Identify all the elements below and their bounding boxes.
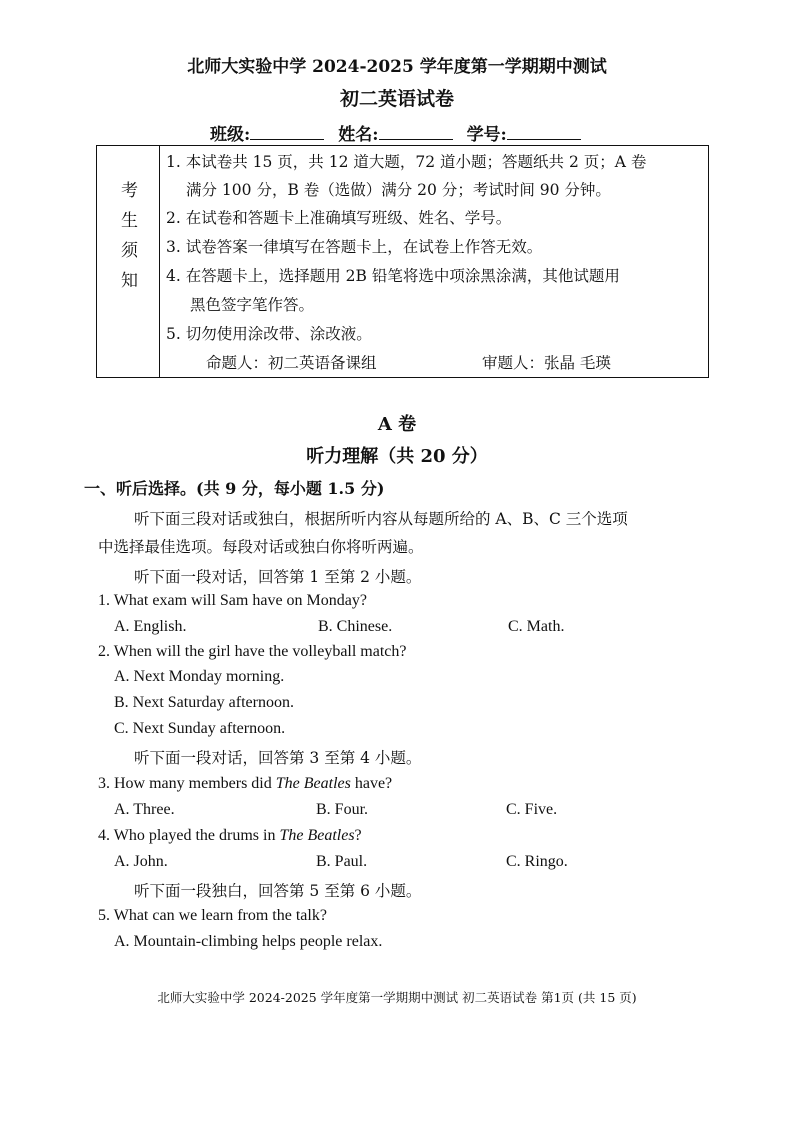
instructions-line: 听下面三段对话或独白，根据所听内容从每题所给的 A、B、C 三个选项 [134, 510, 628, 528]
class-label: 班级: [210, 125, 251, 145]
notice-label-char: 须 [121, 241, 138, 261]
answer-option: A. John. [114, 853, 168, 870]
student-id-blank [507, 123, 581, 140]
answer-option: C. Ringo. [506, 853, 568, 870]
setter-credit: 命题人：初二英语备课组 [206, 354, 377, 372]
answer-option: C. Math. [508, 618, 565, 635]
question-stem-text: 4. Who played the drums in [98, 827, 280, 844]
notice-line: 满分 100 分，B 卷（选做）满分 20 分；考试时间 90 分钟。 [186, 181, 611, 199]
part-name: A 卷 [377, 414, 417, 435]
answer-option: C. Five. [506, 801, 558, 818]
name-blank [379, 123, 453, 140]
question-stem-text: ? [354, 827, 362, 844]
exam-title: 北师大实验中学 2024-2025 学年度第一学期期中测试 [187, 57, 607, 77]
question-stem [98, 827, 362, 845]
class-field [210, 120, 328, 145]
notice-label-char: 生 [121, 211, 138, 231]
question-stem: 5. What can we learn from the talk? [98, 907, 327, 924]
listening-prompt: 听下面一段对话，回答第 3 至第 4 小题。 [134, 749, 422, 767]
section-title: 听力理解（共 20 分） [306, 446, 488, 467]
notice-line: 1. 本试卷共 15 页，共 12 道大题，72 道小题；答题纸共 2 页；A 卷 [166, 153, 647, 171]
name-label: 姓名: [338, 125, 379, 145]
page-footer: 北师大实验中学 2024-2025 学年度第一学期期中测试 初二英语试卷 第1页 (共 15 页) [157, 990, 637, 1005]
notice-line: 黑色签字笔作答。 [190, 296, 315, 314]
answer-option: A. Mountain-climbing helps people relax. [114, 933, 383, 950]
answer-option: A. Next Monday morning. [114, 668, 285, 685]
answer-option: B. Next Saturday afternoon. [114, 694, 294, 711]
exam-subtitle: 初二英语试卷 [339, 88, 454, 110]
band-name: The Beatles [275, 775, 351, 792]
student-id-label: 学号: [466, 125, 507, 145]
instructions-line: 中选择最佳选项。每段对话或独白你将听两遍。 [98, 538, 424, 556]
notice-line: 3. 试卷答案一律填写在答题卡上，在试卷上作答无效。 [166, 238, 543, 256]
reviewer-credit: 审题人：张晶 毛瑛 [482, 354, 611, 372]
notice-line: 2. 在试卷和答题卡上准确填写班级、姓名、学号。 [166, 209, 512, 227]
answer-option: C. Next Sunday afternoon. [114, 720, 286, 737]
notice-label-char: 考 [121, 181, 138, 201]
exam-notice-box [96, 145, 709, 378]
student-info-line [210, 120, 585, 145]
question-group-heading: 一、听后选择。(共 9 分，每小题 1.5 分) [84, 479, 385, 498]
name-field [338, 120, 456, 145]
question-stem: 2. When will the girl have the volleyball match? [98, 643, 407, 660]
student-id-field [467, 120, 585, 145]
notice-content [160, 146, 708, 377]
listening-prompt: 听下面一段独白，回答第 5 至第 6 小题。 [134, 882, 422, 900]
question-stem: 1. What exam will Sam have on Monday? [98, 592, 367, 609]
notice-label-column [97, 146, 160, 377]
listening-prompt: 听下面一段对话，回答第 1 至第 2 小题。 [134, 568, 422, 586]
notice-label-char: 知 [121, 271, 138, 291]
answer-option: B. Four. [316, 801, 369, 818]
answer-option: B. Paul. [316, 853, 368, 870]
answer-option: B. Chinese. [318, 618, 393, 635]
answer-option: A. Three. [114, 801, 175, 818]
question-stem-text: have? [350, 775, 393, 792]
question-stem [98, 775, 392, 793]
notice-line: 5. 切勿使用涂改带、涂改液。 [166, 325, 372, 343]
class-blank [250, 123, 324, 140]
answer-option: A. English. [114, 618, 187, 635]
notice-line: 4. 在答题卡上，选择题用 2B 铅笔将选中项涂黑涂满，其他试题用 [166, 267, 620, 285]
question-stem-text: 3. How many members did [98, 775, 276, 792]
band-name: The Beatles [279, 827, 355, 844]
